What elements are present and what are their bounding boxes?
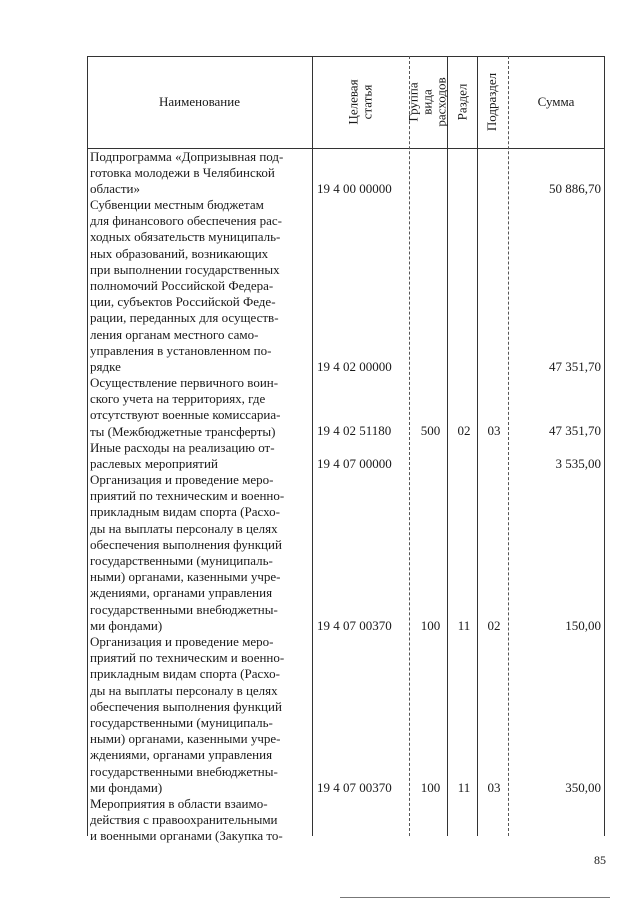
header-section [447,56,477,148]
header-subsection-text: Подраздел [484,72,500,132]
row-name-line: обеспечения выполнения функций [90,536,282,552]
row-section: 02 [457,423,471,438]
row-sum: 350,00 [565,780,601,795]
header-sum [508,56,604,148]
column-divider [447,56,448,836]
row-name-line: Мероприятия в области взаимо- [90,796,268,811]
row-name-line: приятий по техническим и военно- [90,650,285,666]
header-article [312,56,409,148]
row-name-line: Организация и проведение меро- [90,472,274,487]
row-group: 100 [420,618,441,633]
row-sum: 150,00 [565,618,601,633]
row-subsection: 02 [487,618,501,633]
row-name-line: ского учета на территориях, где [90,391,266,407]
row-name-line: государственными (муниципаль- [90,553,273,569]
row-subsection: 03 [487,780,501,795]
row-name-line: рядке [90,359,121,375]
row-name-line: ты (Межбюджетные трансферты) [90,423,276,439]
row-name-line: ходных обязательств муниципаль- [90,229,281,245]
header-group-text: Группа вида расходов [406,77,450,127]
row-name-line: приятий по техническим и военно- [90,488,285,504]
row-name-line: отсутствуют военные комиссариа- [90,407,281,423]
row-article: 19 4 02 51180 [317,423,392,438]
row-name-line: области» [90,181,140,197]
row-name-line: государственными внебюджетны- [90,601,278,617]
row-name-line: ции, субъектов Российской Феде- [90,294,276,310]
table-left-border [87,56,88,836]
header-name-text: Наименование [159,94,240,109]
row-article: 19 4 07 00370 [317,780,392,795]
header-sum-text: Сумма [537,94,575,109]
row-name-line: ных образований, возникающих [90,245,269,261]
row-name [90,375,309,440]
row-article: 19 4 07 00370 [317,618,392,633]
row-name-line: ждениями, органами управления [90,585,273,601]
row-name-line: готовка молодежи в Челябинской [90,165,275,181]
row-name-line: ды на выплаты персоналу в целях [90,520,278,536]
row-name [90,796,309,845]
row-name [90,197,309,375]
row-name-line: прикладным видам спорта (Расхо- [90,504,280,520]
row-name-line: государственными (муниципаль- [90,715,273,731]
row-name-line: полномочий Российской Федера- [90,278,274,294]
row-name-line: ждениями, органами управления [90,747,273,763]
row-article: 19 4 07 00000 [317,456,392,471]
row-name-line: для финансового обеспечения рас- [90,213,283,229]
header-group [406,56,450,148]
header-subsection [477,56,508,148]
budget-table [87,56,605,844]
row-name-line: Иные расходы на реализацию от- [90,440,275,455]
column-divider [312,56,313,836]
row-sum: 50 886,70 [549,181,601,196]
row-name-line: прикладным видам спорта (Расхо- [90,666,280,682]
row-name-line: ления органам местного само- [90,326,259,342]
row-name-line: Организация и проведение меро- [90,634,274,649]
row-name-line: Осуществление первичного воин- [90,375,279,390]
row-name-line: ды на выплаты персоналу в целях [90,682,278,698]
row-group: 100 [420,780,441,795]
row-name-line: обеспечения выполнения функций [90,698,282,714]
row-name [90,149,309,198]
row-name-line: ными) органами, казенными учре- [90,731,281,747]
row-name-line: при выполнении государственных [90,261,280,277]
row-name-line: Субвенции местным бюджетам [90,197,264,212]
row-name [90,634,309,796]
header-section-text: Раздел [454,83,469,121]
scan-edge-rule [340,897,610,898]
row-name-line: ными) органами, казенными учре- [90,569,281,585]
header-name [87,56,312,148]
row-sum: 47 351,70 [549,359,601,374]
column-divider [477,56,478,836]
row-name-line: ми фондами) [90,779,163,795]
row-sum: 47 351,70 [549,423,601,438]
row-section: 11 [457,780,471,795]
row-name-line: раслевых мероприятий [90,456,218,472]
row-article: 19 4 00 00000 [317,181,392,196]
row-name-line: и военными органами (Закупка то- [90,828,283,844]
row-name-line: ми фондами) [90,617,163,633]
row-section: 11 [457,618,471,633]
page-number: 85 [594,853,606,867]
column-divider [508,56,509,836]
header-article-text: Целевая статья [345,79,375,125]
row-name-line: рации, переданных для осуществ- [90,310,279,326]
row-article: 19 4 02 00000 [317,359,392,374]
row-name-line: Подпрограмма «Допризывная под- [90,149,284,164]
row-name-line: действия с правоохранительными [90,812,278,828]
row-name-line: управления в установленном по- [90,342,272,358]
row-name-line: государственными внебюджетны- [90,763,278,779]
row-name [90,440,309,472]
column-divider [409,56,410,836]
row-sum: 3 535,00 [555,456,601,471]
row-name [90,472,309,634]
table-right-border [604,56,605,836]
row-subsection: 03 [487,423,501,438]
row-group: 500 [420,423,441,438]
